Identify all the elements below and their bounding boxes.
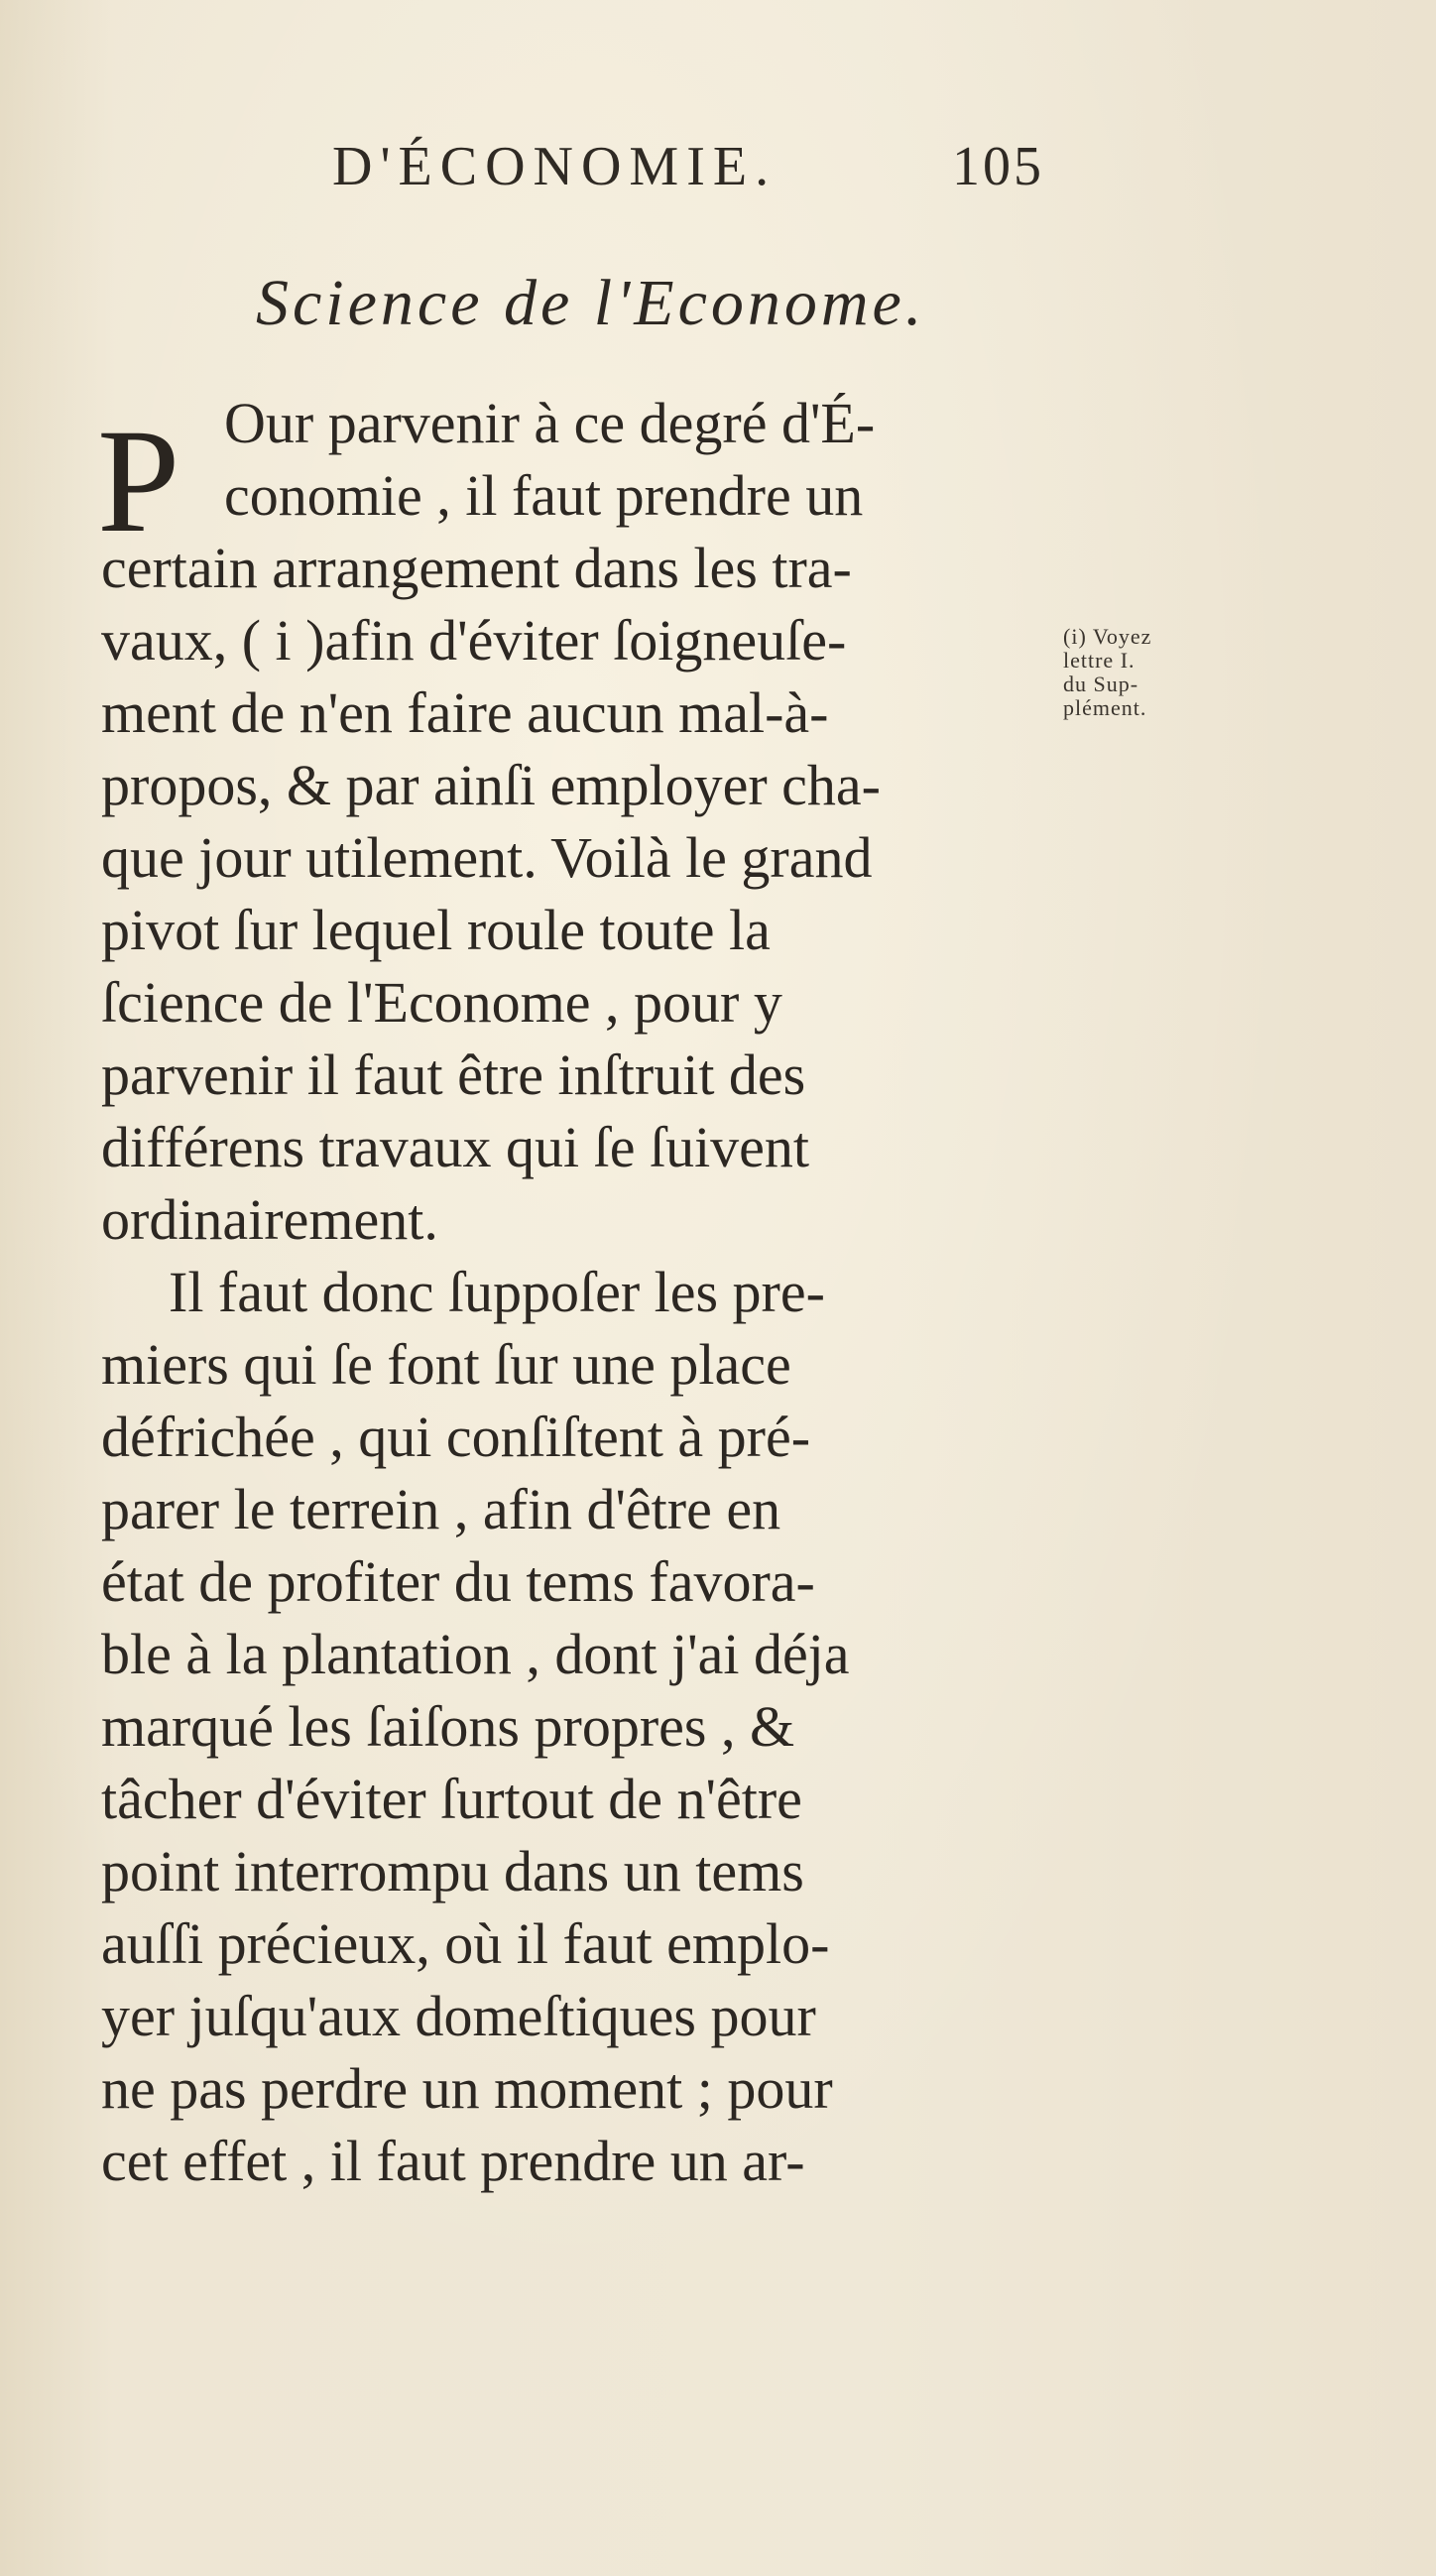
text-line: tâcher d'éviter ſurtout de n'être	[101, 1767, 802, 1831]
text-line: certain arrangement dans les tra-	[101, 536, 852, 600]
text-line: miers qui ſe font ſur une place	[101, 1332, 791, 1397]
text-line: cet effet , il faut prendre un ar-	[101, 2129, 805, 2193]
text-line: ne pas perdre un moment ; pour	[101, 2056, 833, 2121]
page-header	[0, 127, 1436, 206]
text-line: point interrompu dans un tems	[101, 1839, 804, 1903]
running-title: D'ÉCONOMIE.	[332, 136, 778, 197]
text-line: ſcience de l'Econome , pour y	[101, 970, 782, 1035]
text-line: pivot ſur lequel roule toute la	[101, 898, 771, 962]
text-line: marqué les ſaiſons propres , &	[101, 1694, 795, 1759]
drop-cap: P	[97, 399, 180, 563]
text-line: parer le terrein , afin d'être en	[101, 1477, 781, 1541]
text-line: ordinairement.	[101, 1187, 438, 1252]
text-line: auſſi précieux, où il faut emplo-	[101, 1911, 830, 1976]
text-line: parvenir il faut être inſtruit des	[101, 1043, 806, 1107]
text-line: que jour utilement. Voilà le grand	[101, 825, 873, 890]
text-line: Il faut donc ſuppoſer les pre-	[169, 1260, 825, 1324]
text-line: ment de n'en faire aucun mal-à-	[101, 680, 829, 745]
section-title: Science de l'Econome.	[256, 267, 926, 339]
margin-note	[1063, 625, 1301, 720]
margin-note-line: (i) Voyez	[1063, 624, 1152, 649]
text-line: conomie , il faut prendre un	[224, 463, 864, 528]
margin-note-line: plément.	[1063, 695, 1147, 720]
text-line: différens travaux qui ſe ſuivent	[101, 1115, 810, 1179]
text-line: ble à la plantation , dont j'ai déja	[101, 1622, 850, 1686]
page-number: 105	[952, 136, 1044, 197]
margin-note-line: du Sup-	[1063, 672, 1139, 696]
text-line: propos, & par ainſi employer cha-	[101, 753, 881, 817]
text-line: vaux, ( i )afin d'éviter ſoigneuſe-	[101, 608, 847, 673]
text-line: yer juſqu'aux domeſtiques pour	[101, 1984, 816, 2048]
margin-note-line: lettre I.	[1063, 648, 1136, 673]
text-line: défrichée , qui conſiſtent à pré-	[101, 1405, 811, 1469]
text-line: état de profiter du tems favora-	[101, 1549, 815, 1614]
body-text	[101, 387, 1073, 2197]
text-line: Our parvenir à ce degré d'É-	[224, 391, 876, 455]
